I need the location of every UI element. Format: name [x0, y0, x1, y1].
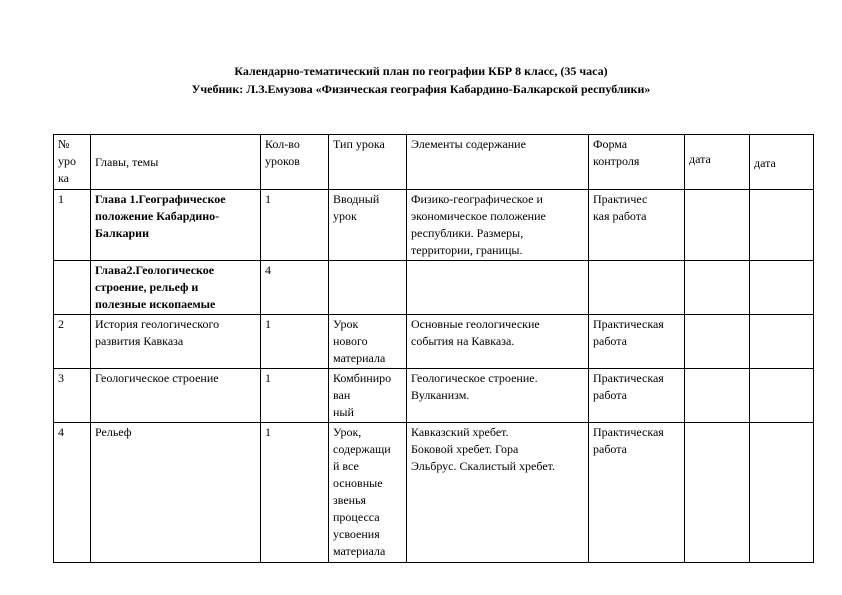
header-control-form: Форма контроля	[589, 135, 685, 190]
cell-lesson-number: 1	[54, 190, 91, 261]
table-row	[54, 190, 814, 261]
header-lesson-type: Тип урока	[329, 135, 407, 190]
cell-lesson-count: 1	[261, 190, 329, 261]
document-subtitle: Учебник: Л.З.Емузова «Физическая география Кабардино-Балкарской республики»	[191, 82, 651, 96]
cell-lesson-number	[54, 261, 91, 315]
cell-date-2	[750, 423, 814, 563]
cell-content-elements	[407, 261, 589, 315]
cell-topic: Геологическое строение	[91, 369, 261, 423]
header-date-2: дата	[750, 135, 814, 190]
plan-table	[53, 134, 814, 563]
cell-date-2	[750, 190, 814, 261]
cell-date-1	[685, 315, 750, 369]
cell-lesson-number: 3	[54, 369, 91, 423]
cell-lesson-count: 1	[261, 369, 329, 423]
cell-content-elements: Геологическое строение. Вулканизм.	[407, 369, 589, 423]
cell-lesson-count: 4	[261, 261, 329, 315]
table-row	[54, 315, 814, 369]
cell-lesson-type	[329, 261, 407, 315]
cell-topic: Глава2.Геологическое строение, рельеф и полезные ископаемые	[91, 261, 261, 315]
cell-lesson-type: Урок, содержащи й все основные звенья процесса усвоения материала	[329, 423, 407, 563]
cell-lesson-number: 4	[54, 423, 91, 563]
cell-date-2	[750, 261, 814, 315]
cell-control-form: Практическая работа	[589, 423, 685, 563]
cell-content-elements: Кавказский хребет. Боковой хребет. Гора Эльбрус. Скалистый хребет.	[407, 423, 589, 563]
cell-control-form: Практичес кая работа	[589, 190, 685, 261]
cell-lesson-count: 1	[261, 423, 329, 563]
cell-content-elements: Физико-географическое и экономическое положение республики. Размеры, территории, границы.	[407, 190, 589, 261]
header-chapters-topics: Главы, темы	[91, 135, 261, 190]
cell-date-1	[685, 190, 750, 261]
table-row	[54, 369, 814, 423]
cell-lesson-type: Вводный урок	[329, 190, 407, 261]
cell-content-elements: Основные геологические события на Кавказа.	[407, 315, 589, 369]
cell-lesson-number: 2	[54, 315, 91, 369]
cell-topic: Глава 1.Географическое положение Кабардино- Балкарии	[91, 190, 261, 261]
header-content-elements: Элементы содержание	[407, 135, 589, 190]
cell-date-1	[685, 369, 750, 423]
cell-topic: Рельеф	[91, 423, 261, 563]
table-header-row	[54, 135, 814, 190]
cell-date-2	[750, 369, 814, 423]
cell-control-form: Практическая работа	[589, 315, 685, 369]
cell-control-form	[589, 261, 685, 315]
cell-date-1	[685, 261, 750, 315]
cell-lesson-type: Урок нового материала	[329, 315, 407, 369]
cell-lesson-count: 1	[261, 315, 329, 369]
document-title: Календарно-тематический план по географии КБР 8 класс, (35 часа)	[234, 64, 608, 78]
header-date-1: дата	[685, 135, 750, 190]
header-lesson-count: Кол-во уроков	[261, 135, 329, 190]
header-lesson-number: № уро ка	[54, 135, 91, 190]
cell-date-2	[750, 315, 814, 369]
cell-control-form: Практическая работа	[589, 369, 685, 423]
table-row	[54, 261, 814, 315]
cell-topic: История геологического развития Кавказа	[91, 315, 261, 369]
cell-lesson-type: Комбиниро ван ный	[329, 369, 407, 423]
cell-date-1	[685, 423, 750, 563]
table-row	[54, 423, 814, 563]
